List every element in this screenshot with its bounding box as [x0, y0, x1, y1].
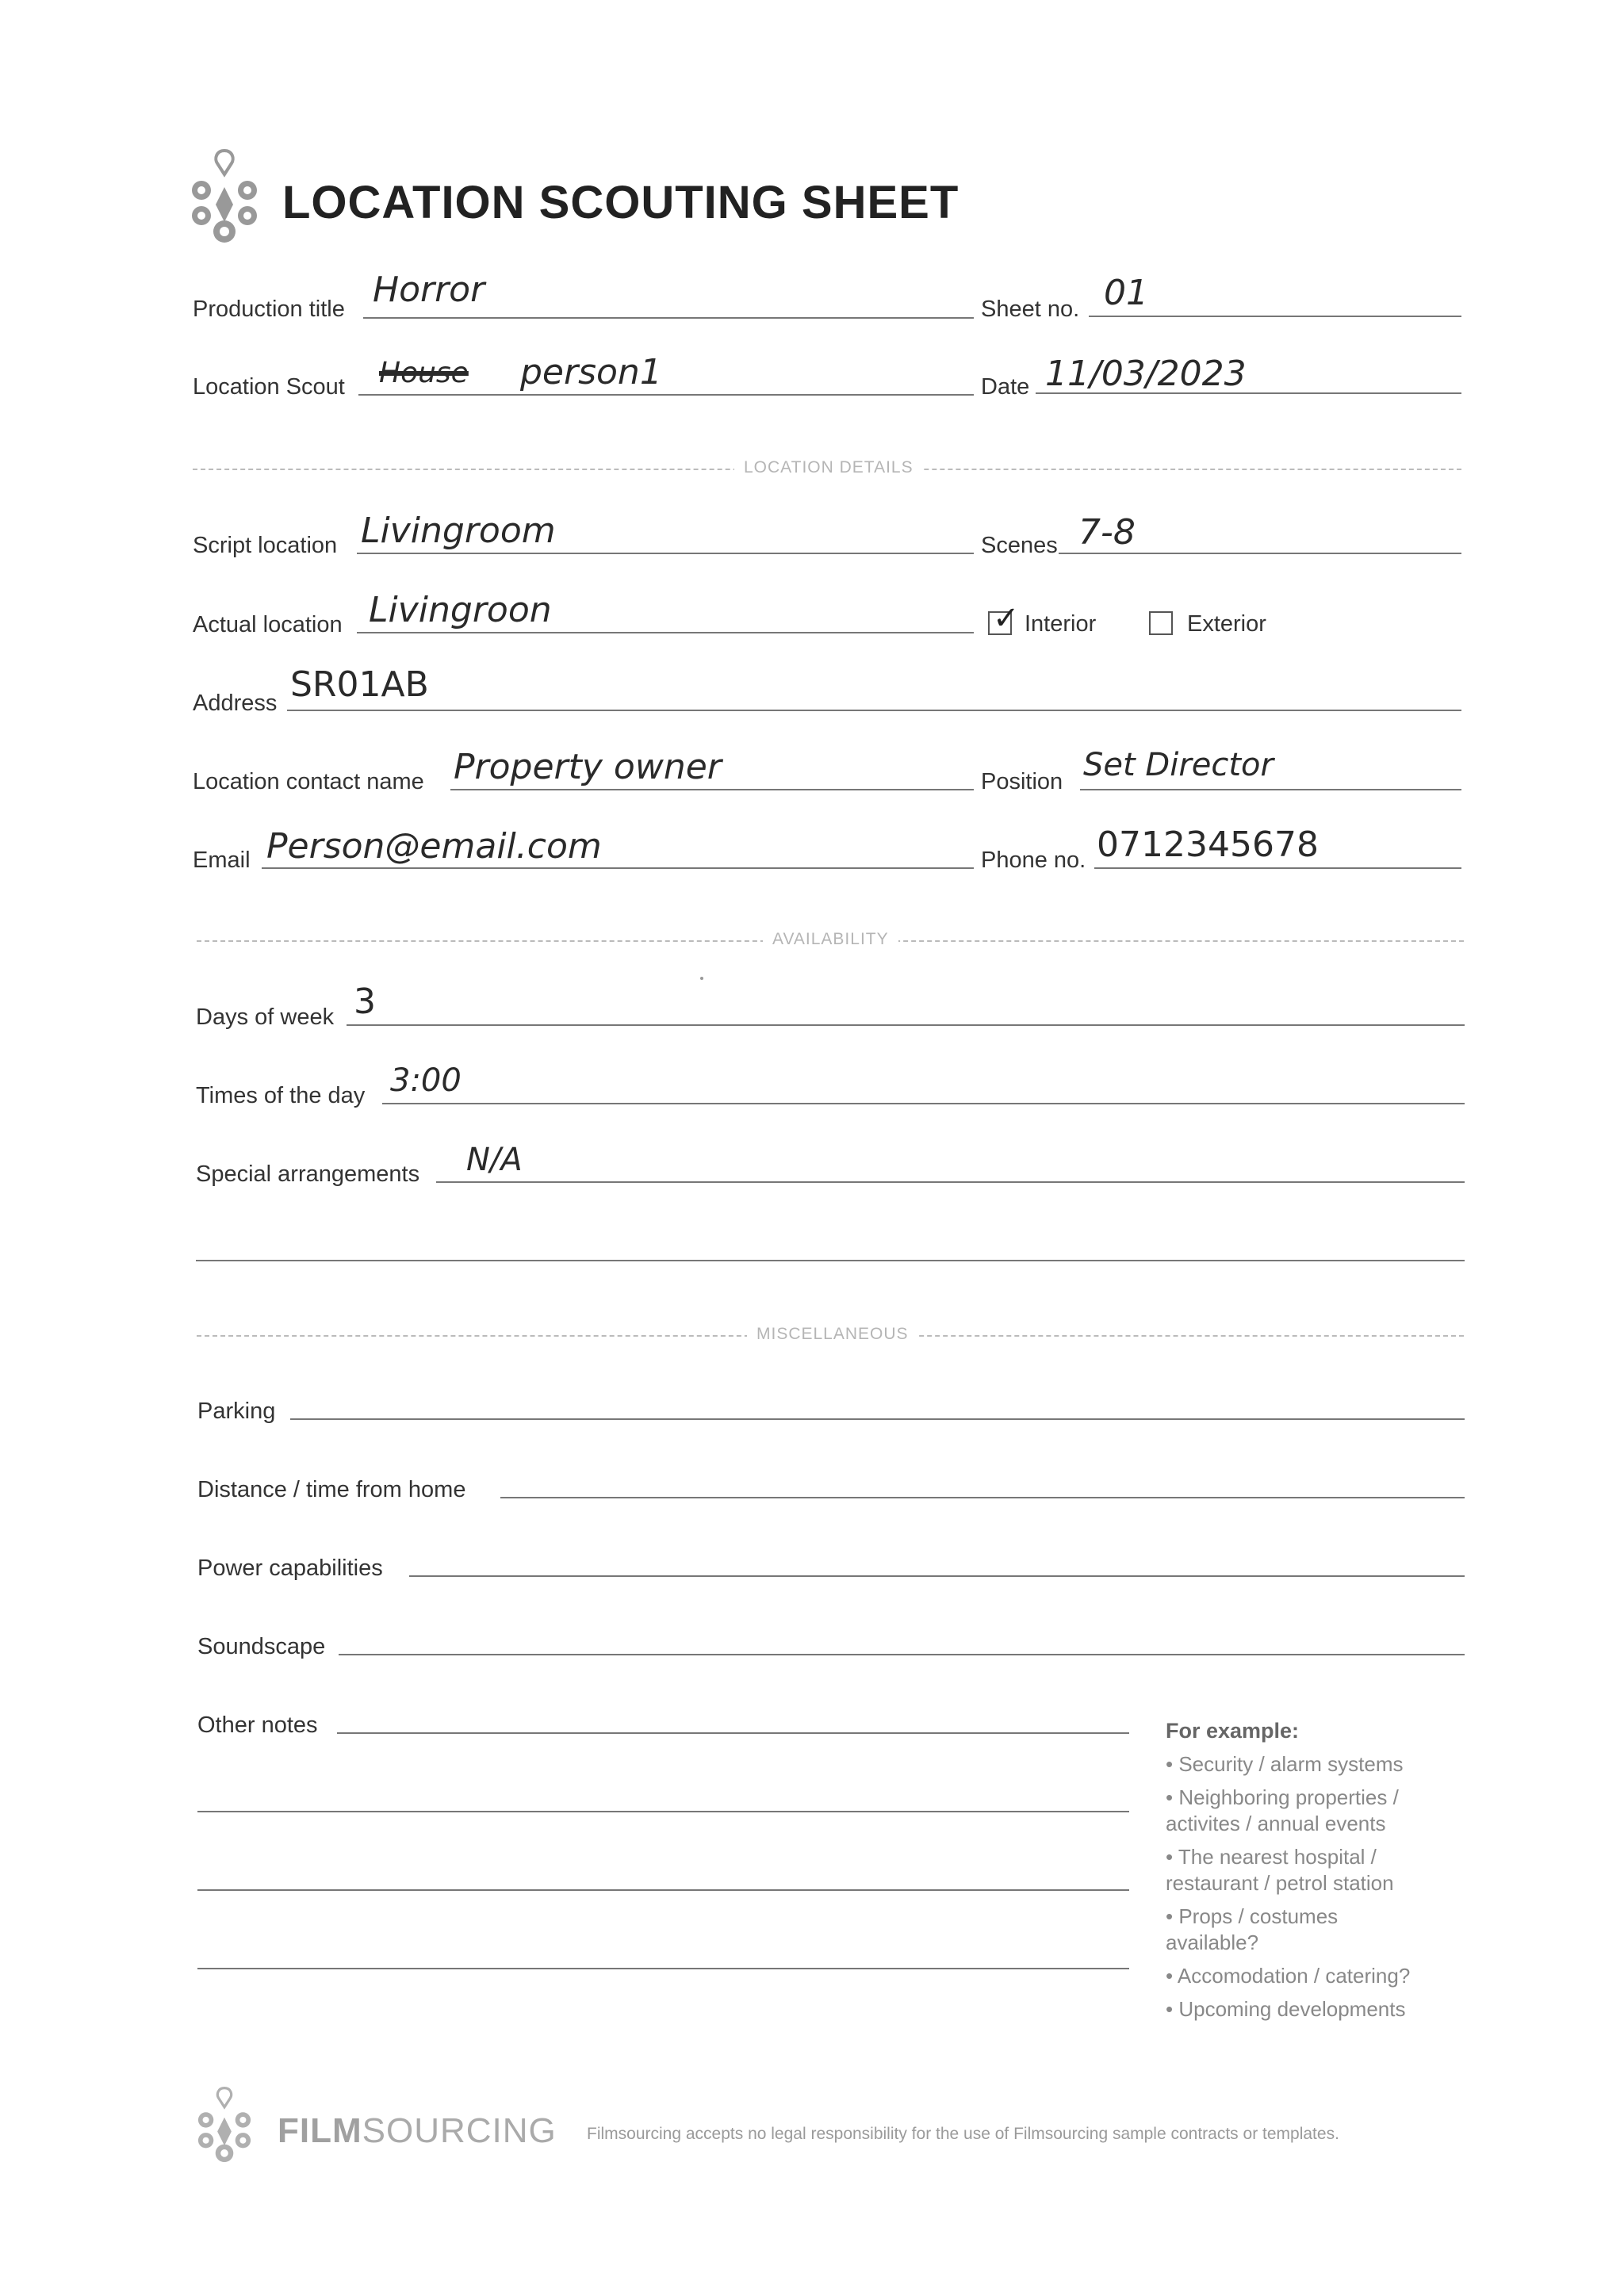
soundscape-label: Soundscape [197, 1634, 326, 1659]
contact-name-label: Location contact name [193, 769, 424, 794]
filmsourcing-logo-icon [197, 2087, 252, 2166]
exterior-checkbox[interactable] [1149, 611, 1173, 635]
location-scout-label: Location Scout [193, 374, 345, 400]
address-value: SR01AB [290, 664, 429, 705]
date-label: Date [981, 374, 1030, 400]
script-location-label: Script location [193, 533, 338, 558]
location-scout-struck-value: House [379, 357, 469, 389]
actual-location-label: Actual location [193, 612, 343, 637]
exterior-label: Exterior [1187, 611, 1266, 637]
soundscape-field[interactable] [339, 1654, 1465, 1655]
examples-title: For example: [1166, 1719, 1300, 1743]
example-item: • Neighboring properties / activites / annual events [1166, 1785, 1399, 1835]
location-scout-field[interactable] [358, 394, 974, 396]
other-notes-line-2[interactable] [197, 1811, 1129, 1812]
actual-location-value: Livingroon [369, 590, 552, 630]
times-of-day-label: Times of the day [196, 1083, 366, 1108]
sheet-no-field[interactable] [1089, 316, 1461, 317]
special-arrangements-extra-line[interactable] [196, 1260, 1465, 1261]
other-notes-line-3[interactable] [197, 1889, 1129, 1891]
production-title-field[interactable] [363, 317, 974, 319]
location-scout-value: person1 [520, 352, 662, 392]
special-arrangements-value: N/A [466, 1142, 523, 1178]
actual-location-field[interactable] [357, 632, 974, 633]
filmsourcing-logo-icon [190, 149, 259, 247]
parking-label: Parking [197, 1399, 276, 1424]
email-value: Person@email.com [266, 826, 602, 867]
distance-field[interactable] [500, 1497, 1465, 1498]
scenes-value: 7-8 [1078, 512, 1136, 553]
examples-box [1166, 1719, 1435, 2022]
checkmark-icon: ✓ [993, 601, 1020, 636]
brand-light: SOURCING [362, 2111, 557, 2150]
phone-label: Phone no. [981, 848, 1086, 873]
example-item: • Accomodation / catering? [1166, 1964, 1411, 1988]
example-item: • Upcoming developments [1166, 1997, 1406, 2021]
position-field[interactable] [1080, 789, 1461, 790]
address-field[interactable] [287, 710, 1461, 711]
position-value: Set Director [1083, 747, 1274, 783]
date-value: 11/03/2023 [1045, 354, 1247, 394]
position-label: Position [981, 769, 1063, 794]
footer-brand [278, 2111, 557, 2151]
availability-heading: AVAILABILITY [763, 930, 898, 949]
example-item: • Security / alarm systems [1166, 1752, 1404, 1776]
email-label: Email [193, 848, 251, 873]
times-of-day-field[interactable] [382, 1103, 1465, 1104]
power-field[interactable] [409, 1575, 1465, 1577]
parking-field[interactable] [290, 1418, 1465, 1420]
sheet-no-label: Sheet no. [981, 297, 1080, 322]
production-title-value: Horror [373, 270, 485, 310]
interior-label: Interior [1025, 611, 1097, 637]
scan-speck [700, 977, 703, 980]
special-arrangements-field[interactable] [436, 1181, 1465, 1183]
scenes-field[interactable] [1059, 553, 1461, 554]
scenes-label: Scenes [981, 533, 1058, 558]
brand-bold: FILM [278, 2111, 362, 2150]
distance-label: Distance / time from home [197, 1477, 466, 1502]
days-of-week-label: Days of week [196, 1004, 335, 1030]
production-title-label: Production title [193, 297, 345, 322]
phone-value: 0712345678 [1097, 825, 1319, 865]
example-item: • Props / costumes available? [1166, 1904, 1339, 1954]
other-notes-line-4[interactable] [197, 1968, 1129, 1969]
contact-name-field[interactable] [450, 789, 974, 790]
address-label: Address [193, 691, 278, 716]
email-field[interactable] [262, 867, 974, 869]
other-notes-field[interactable] [337, 1732, 1129, 1734]
power-label: Power capabilities [197, 1556, 383, 1581]
days-of-week-field[interactable] [347, 1024, 1465, 1026]
footer-disclaimer: Filmsourcing accepts no legal responsibility for the use of Filmsourcing sample contracts or templates. [587, 2125, 1339, 2143]
special-arrangements-label: Special arrangements [196, 1161, 420, 1187]
miscellaneous-heading: MISCELLANEOUS [747, 1325, 918, 1344]
sheet-no-value: 01 [1104, 273, 1148, 313]
example-item: • The nearest hospital / restaurant / petrol station [1166, 1845, 1394, 1895]
page-title: LOCATION SCOUTING SHEET [282, 177, 959, 228]
script-location-value: Livingroom [361, 511, 556, 551]
contact-name-value: Property owner [454, 747, 722, 787]
days-of-week-value: 3 [354, 982, 376, 1022]
script-location-field[interactable] [357, 553, 974, 554]
times-of-day-value: 3:00 [390, 1062, 462, 1099]
phone-field[interactable] [1094, 867, 1461, 869]
other-notes-label: Other notes [197, 1712, 318, 1738]
location-details-heading: LOCATION DETAILS [734, 458, 923, 477]
